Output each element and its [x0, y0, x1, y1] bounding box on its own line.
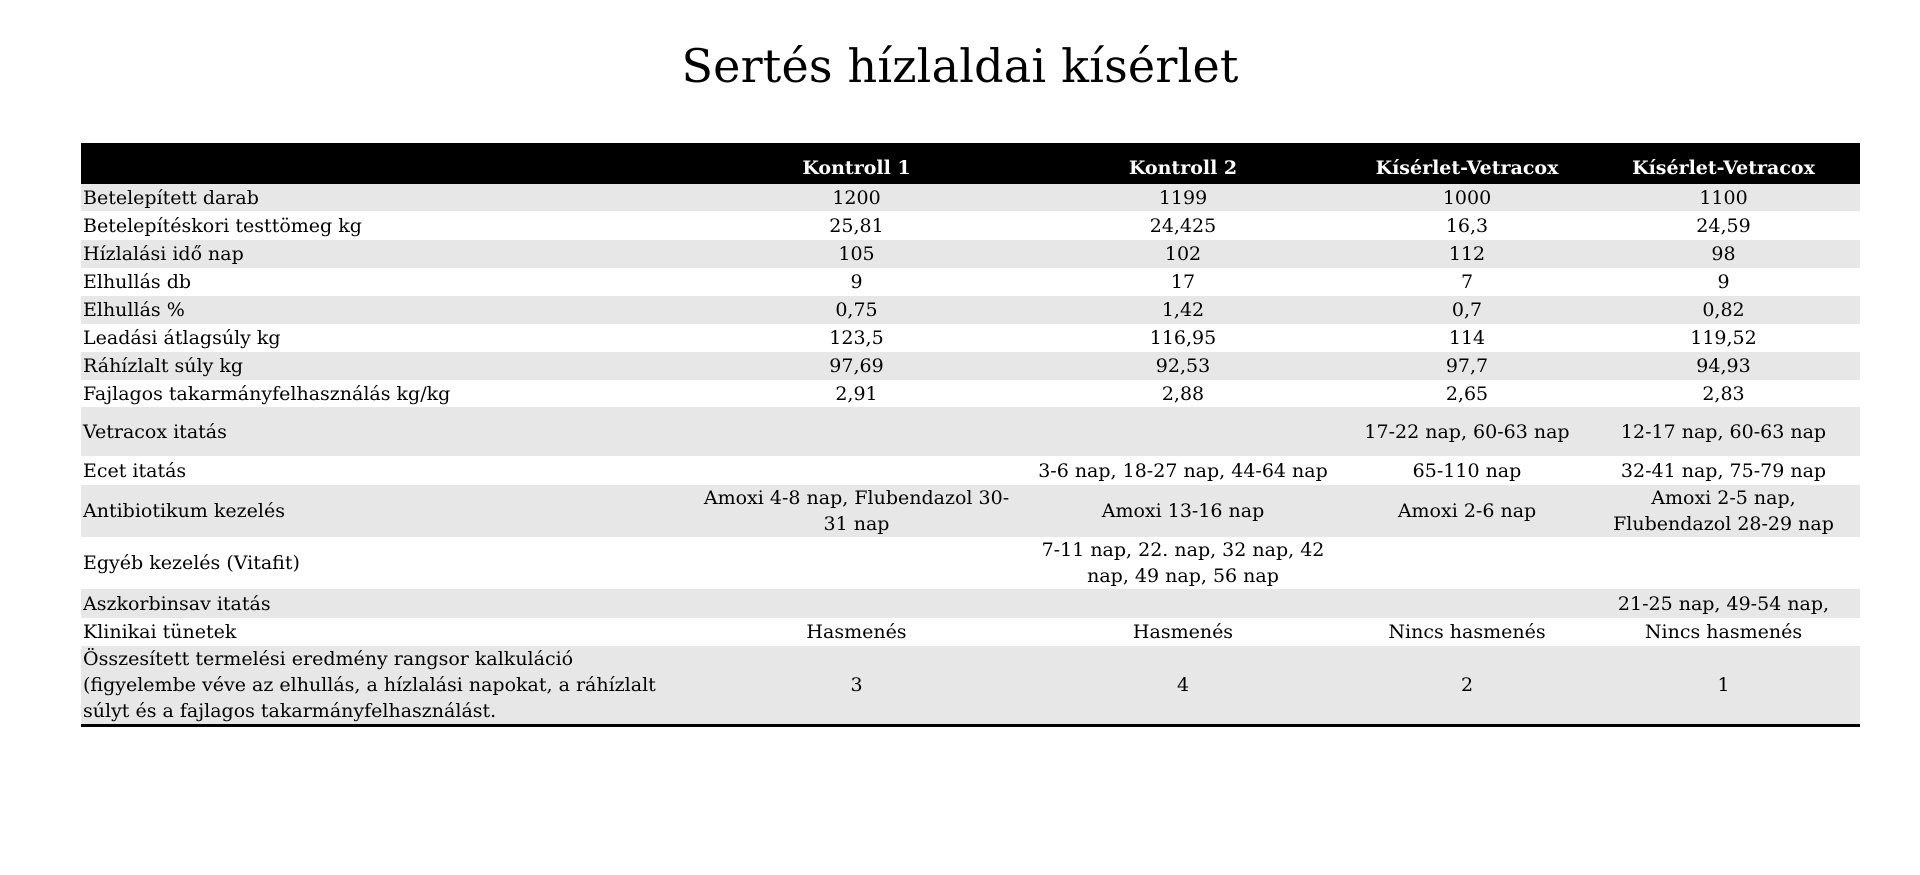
page-title: Sertés hízlaldai kísérlet	[681, 39, 1239, 93]
table-row	[81, 184, 1860, 211]
table-cell: Amoxi 2-6 nap	[1347, 485, 1587, 537]
table-row	[81, 268, 1860, 296]
table-row	[81, 407, 1860, 456]
table-cell: 24,59	[1587, 211, 1860, 240]
table-row	[81, 589, 1860, 618]
table-cell: 0,7	[1347, 296, 1587, 324]
table-row	[81, 240, 1860, 268]
table-row	[81, 456, 1860, 485]
table-row	[81, 537, 1860, 589]
table-row	[81, 352, 1860, 380]
table-row	[81, 618, 1860, 646]
row-label: Ecet itatás	[81, 456, 694, 485]
table-cell: 1200	[694, 184, 1019, 211]
row-label: Ráhízlalt súly kg	[81, 352, 694, 380]
table-cell	[694, 537, 1019, 589]
table-cell: 98	[1587, 240, 1860, 268]
table-cell: 119,52	[1587, 324, 1860, 352]
table-cell: 9	[694, 268, 1019, 296]
table-cell	[1347, 589, 1587, 618]
table-row	[81, 324, 1860, 352]
table-cell: 2,88	[1019, 380, 1347, 407]
table-cell: 17-22 nap, 60-63 nap	[1347, 407, 1587, 456]
table-cell: 65-110 nap	[1347, 456, 1587, 485]
row-label: Klinikai tünetek	[81, 618, 694, 646]
row-label: Fajlagos takarmányfelhasználás kg/kg	[81, 380, 694, 407]
table-cell: 116,95	[1019, 324, 1347, 352]
table-cell: 97,7	[1347, 352, 1587, 380]
table-row	[81, 646, 1860, 726]
table-cell: 32-41 nap, 75-79 nap	[1587, 456, 1860, 485]
table-cell: 0,82	[1587, 296, 1860, 324]
table-cell: Amoxi 2-5 nap, Flubendazol 28-29 nap	[1587, 485, 1860, 537]
table-cell: 2,91	[694, 380, 1019, 407]
column-header-kiserlet-vetracox-1: Kísérlet-Vetracox	[1347, 143, 1587, 184]
table-cell	[694, 456, 1019, 485]
table-cell: 3	[694, 646, 1019, 726]
table-cell: 16,3	[1347, 211, 1587, 240]
table-cell: 7-11 nap, 22. nap, 32 nap, 42 nap, 49 nap, 56 nap	[1019, 537, 1347, 589]
table-cell: 94,93	[1587, 352, 1860, 380]
row-label: Leadási átlagsúly kg	[81, 324, 694, 352]
table-header-row	[81, 143, 1860, 184]
table-cell: Amoxi 4-8 nap, Flubendazol 30-31 nap	[694, 485, 1019, 537]
table-cell: 4	[1019, 646, 1347, 726]
table-cell	[1019, 589, 1347, 618]
table-cell: 1	[1587, 646, 1860, 726]
table-cell: 25,81	[694, 211, 1019, 240]
table-cell: 1,42	[1019, 296, 1347, 324]
table-cell: 2	[1347, 646, 1587, 726]
table-body	[81, 184, 1860, 726]
table-cell	[694, 407, 1019, 456]
table-cell: 92,53	[1019, 352, 1347, 380]
table-cell	[1019, 407, 1347, 456]
table-cell: 12-17 nap, 60-63 nap	[1587, 407, 1860, 456]
table-cell: 21-25 nap, 49-54 nap,	[1587, 589, 1860, 618]
table-cell	[694, 589, 1019, 618]
column-header-kontroll-2: Kontroll 2	[1019, 143, 1347, 184]
row-label: Hízlalási idő nap	[81, 240, 694, 268]
table-cell: 97,69	[694, 352, 1019, 380]
row-label: Összesített termelési eredmény rangsor kalkuláció (figyelembe véve az elhullás, a hízlalási napokat, a ráhízlalt súlyt és a fajlagos takarmányfelhasználást.	[81, 646, 694, 726]
table-cell: Nincs hasmenés	[1347, 618, 1587, 646]
table-cell: 24,425	[1019, 211, 1347, 240]
table-cell: 9	[1587, 268, 1860, 296]
table-cell: 17	[1019, 268, 1347, 296]
table-cell: Hasmenés	[1019, 618, 1347, 646]
column-header-kiserlet-vetracox-2: Kísérlet-Vetracox	[1587, 143, 1860, 184]
row-label: Egyéb kezelés (Vitafit)	[81, 537, 694, 589]
row-label: Aszkorbinsav itatás	[81, 589, 694, 618]
table-cell	[1347, 537, 1587, 589]
table-cell: Nincs hasmenés	[1587, 618, 1860, 646]
row-label: Vetracox itatás	[81, 407, 694, 456]
row-label: Betelepítéskori testtömeg kg	[81, 211, 694, 240]
table-row	[81, 211, 1860, 240]
row-label: Betelepített darab	[81, 184, 694, 211]
table-cell: 0,75	[694, 296, 1019, 324]
table-row	[81, 296, 1860, 324]
table-cell: 102	[1019, 240, 1347, 268]
table-cell	[1587, 537, 1860, 589]
table-cell: 2,65	[1347, 380, 1587, 407]
row-label: Elhullás %	[81, 296, 694, 324]
table-cell: Amoxi 13-16 nap	[1019, 485, 1347, 537]
table-row	[81, 485, 1860, 537]
table-cell: 1000	[1347, 184, 1587, 211]
table-cell: 2,83	[1587, 380, 1860, 407]
table-cell: 7	[1347, 268, 1587, 296]
table-row	[81, 380, 1860, 407]
table-cell: 112	[1347, 240, 1587, 268]
row-label: Antibiotikum kezelés	[81, 485, 694, 537]
column-header-label	[81, 143, 694, 184]
table-cell: 3-6 nap, 18-27 nap, 44-64 nap	[1019, 456, 1347, 485]
table-cell: 1100	[1587, 184, 1860, 211]
table-cell: 114	[1347, 324, 1587, 352]
table-cell: 1199	[1019, 184, 1347, 211]
column-header-kontroll-1: Kontroll 1	[694, 143, 1019, 184]
table-cell: 105	[694, 240, 1019, 268]
table-cell: Hasmenés	[694, 618, 1019, 646]
results-table	[81, 143, 1860, 727]
table-cell: 123,5	[694, 324, 1019, 352]
row-label: Elhullás db	[81, 268, 694, 296]
